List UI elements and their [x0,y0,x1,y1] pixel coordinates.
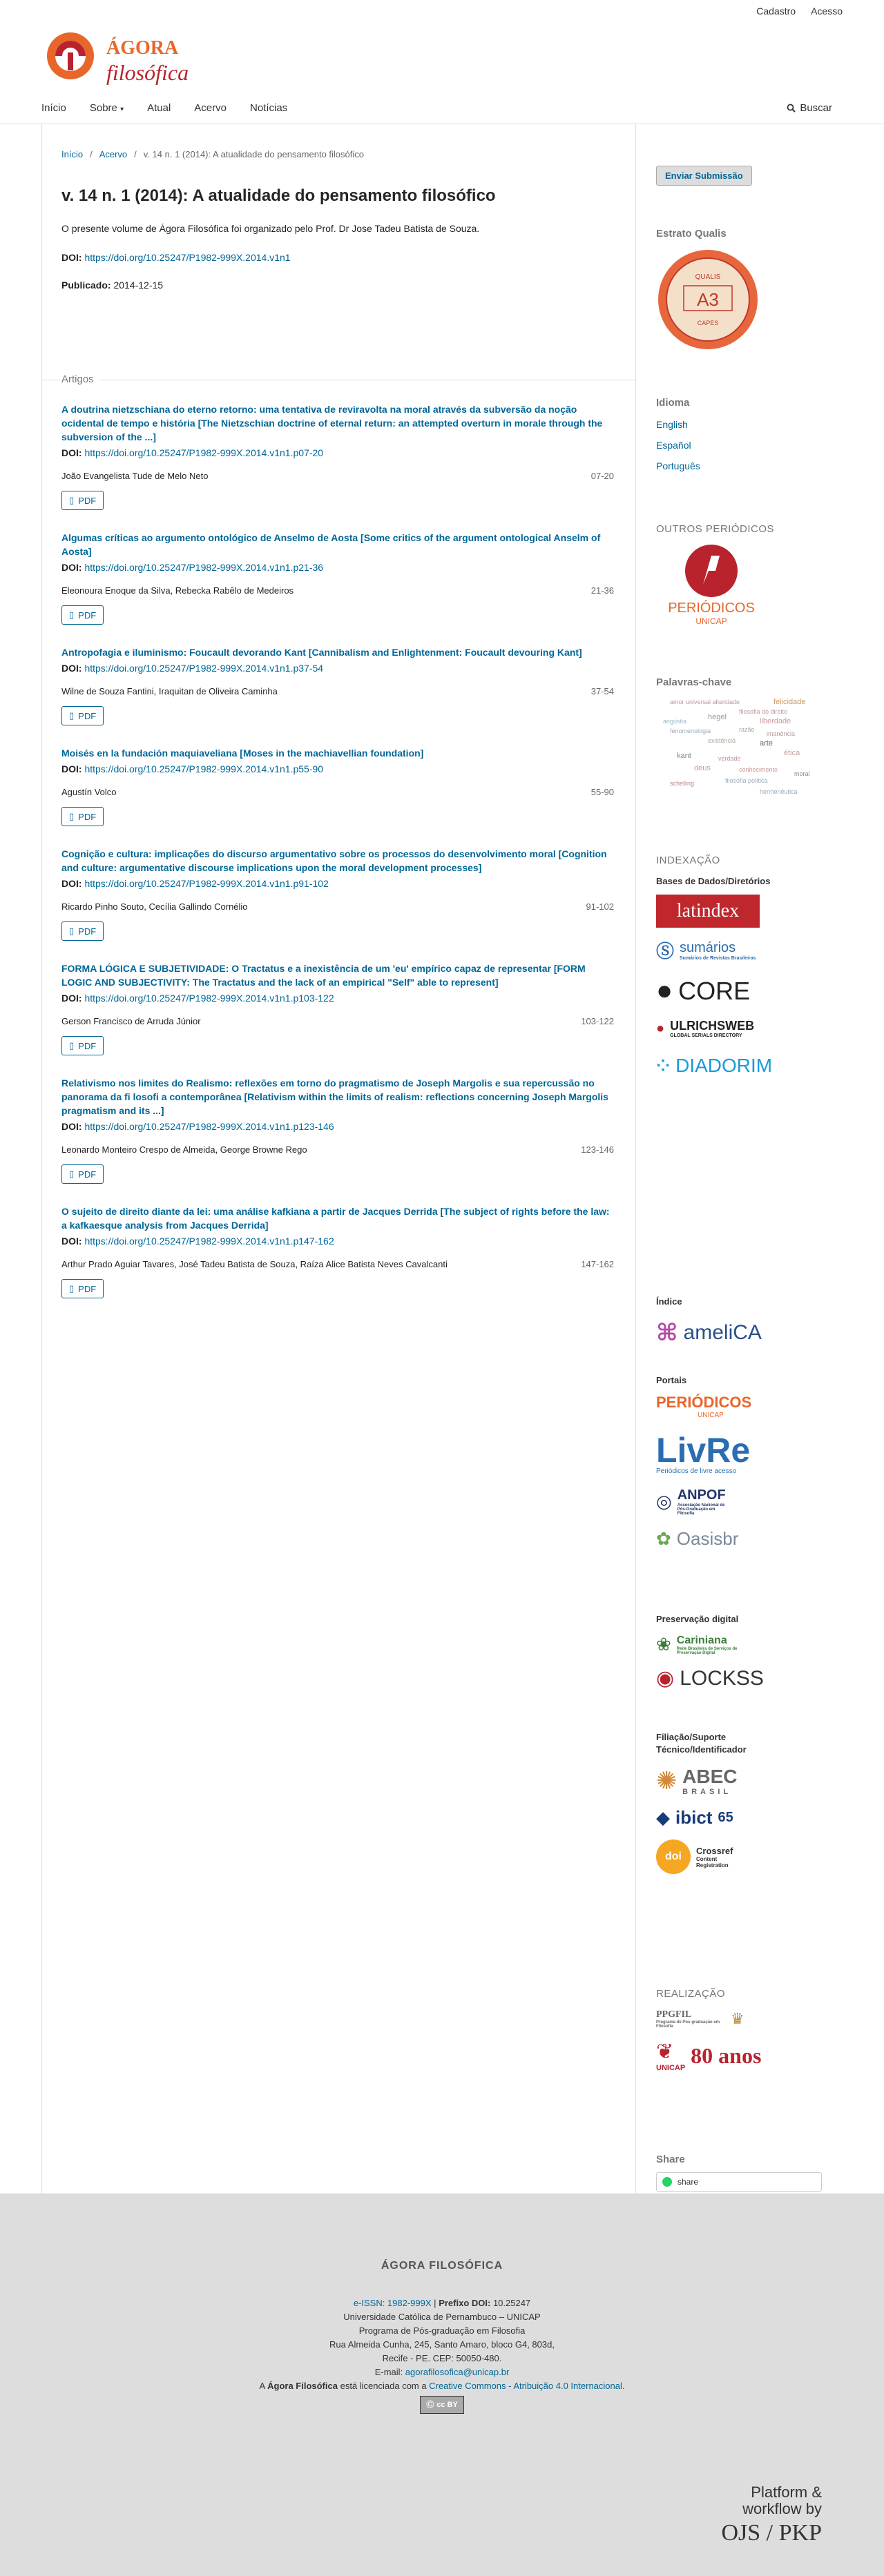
doi-prefix: 10.25247 [492,2298,531,2308]
article-meta [61,686,614,696]
license-journal: Ágora Filosófica [267,2381,338,2391]
file-pdf-icon: ▯ [69,609,75,620]
article-authors: Gerson Francisco de Arruda Júnior [61,1016,201,1026]
logo-text-top: ÁGORA [106,37,179,59]
indexing-title: INDEXAÇÃO [656,855,720,866]
amelica-icon: ⌘ [656,1320,678,1346]
article-doi [61,560,614,574]
pdf-label: PDF [78,1283,97,1294]
oasisbr-logo[interactable] [656,1528,849,1550]
nav-home[interactable]: Início [41,102,66,114]
article-meta [61,787,614,797]
keyword[interactable]: conhecimento [739,766,778,773]
diadorim-icon: ⁘ [656,1056,671,1075]
section-title: Artigos [61,373,99,385]
indexing-block [656,855,849,1077]
keyword[interactable]: imanência [767,730,796,737]
submit-block [656,166,849,186]
portals-block [656,1375,849,1550]
article-authors: Agustín Volco [61,787,117,797]
search-link[interactable] [787,102,832,114]
livre-small: Periódicos de livre acesso [656,1467,737,1475]
other-journals-block [656,523,849,626]
doi-label: DOI: [61,663,82,674]
article-item [61,1204,614,1298]
site-header [0,0,884,124]
sumarios-small: Sumários de Revistas Brasileiras [680,955,756,961]
language-title: Idioma [656,397,690,409]
article-doi [61,991,614,1005]
article-item [61,402,614,510]
sumarios-icon: Ⓢ [656,941,675,962]
article-title-link[interactable]: Moisés en la fundación maquiaveliana [Moses in the machiavellian foundation] [61,748,424,759]
periodicos-text: PERIÓDICOS [668,601,755,616]
whatsapp-icon [662,2177,672,2187]
anpof-small: Associação Nacional de Pós-Graduação em Filosofia [677,1503,725,1516]
email-link[interactable]: agorafilosofica@unicap.br [405,2367,510,2377]
share-label: share [678,2177,699,2187]
published-date: 2014-12-15 [113,280,164,291]
file-pdf-icon: ▯ [69,1283,75,1294]
pdf-button[interactable] [61,807,104,826]
anpof-logo[interactable] [656,1487,849,1516]
keywords-block [656,676,849,801]
qualis-bottom-text: CAPES [697,320,719,326]
keyword[interactable]: existência [708,737,736,744]
pdf-button[interactable] [61,605,104,625]
share-title: Share [656,2154,685,2165]
doi-label: DOI: [61,993,82,1004]
footer-city: Recife - PE. CEP: 50050-480. [382,2353,502,2363]
lockss-text: LOCKSS [680,1666,764,1690]
login-link[interactable]: Acesso [811,6,843,17]
doi-icon: doi [656,1840,691,1874]
cariniana-text: Cariniana [676,1634,727,1646]
crossref-text: Crossref [696,1845,733,1856]
article-pages: 103-122 [581,1016,614,1026]
article-title-link[interactable]: Cognição e cultura: implicações do discurso argumentativo sobre os processos do desenvolvimento moral [Cognition and culture: argumentative discourse implications upon the moral development processes] [61,848,607,873]
periodicos-circle-icon [684,543,739,598]
lockss-icon: ◉ [656,1667,675,1690]
file-pdf-icon: ▯ [69,1040,75,1051]
keyword[interactable]: arte [760,739,773,748]
keyword[interactable]: kant [677,752,691,760]
affiliation-title: Filiação/Suporte Técnico/Identificador [656,1732,747,1755]
indice-block [656,1296,849,1347]
keyword[interactable]: filosofia política [725,777,768,784]
pkp-line2: workflow by [742,2500,822,2517]
page-title: v. 14 n. 1 (2014): A atualidade do pensamento filosófico [61,186,496,205]
portal-periodicos-text: PERIÓDICOS [656,1394,752,1411]
livre-logo[interactable] [656,1433,767,1475]
journal-logo[interactable] [43,25,222,94]
keyword[interactable]: deus [694,764,711,772]
file-pdf-icon: ▯ [69,811,75,821]
ulrichs-icon: ● [656,1020,665,1036]
crossref-small: Content Registration [696,1855,729,1868]
periodicos-sub: UNICAP [695,616,727,626]
ppgfil-icon: ♛ [731,2010,744,2027]
portals-title: Portais [656,1375,687,1385]
ppgfil-small: Programa de Pós-graduação em Filosofia [656,2020,720,2029]
cc-icon: Ⓒ [426,2401,434,2409]
latindex-text: latindex [676,900,740,921]
abec-icon: ✺ [656,1766,678,1795]
breadcrumb [61,149,364,159]
article-title-link[interactable]: Algumas críticas ao argumento ontológico de Anselmo de Aosta [Some critics of the argument ontological Anselm of Aosta] [61,532,601,557]
pdf-label: PDF [78,811,97,822]
footer-program: Programa de Pós-graduação em Filosofia [358,2325,526,2336]
core-logo[interactable] [656,975,849,1006]
article-doi-link[interactable]: https://doi.org/10.25247/P1982-999X.2014.v1n1.p55-90 [84,763,324,774]
qualis-title: Estrato Qualis [656,228,727,240]
pkp-badge[interactable] [721,2484,822,2546]
article-pages: 91-102 [586,901,614,912]
doi-prefix-label: Prefixo DOI: [439,2298,491,2308]
keyword[interactable]: filosofia do direito [739,708,788,715]
keyword[interactable]: hegel [708,713,727,721]
abec-small: BRASIL [682,1788,732,1796]
lockss-logo[interactable] [656,1666,849,1690]
language-spanish[interactable]: Español [656,440,691,451]
portal-periodicos-sub: UNICAP [698,1412,724,1419]
indice-title: Índice [656,1296,682,1307]
doi-label: DOI: [61,1121,82,1132]
pdf-button[interactable] [61,706,104,725]
apple-icon: ● [656,975,673,1006]
abec-logo[interactable] [656,1766,849,1796]
cariniana-logo[interactable] [656,1634,849,1655]
unicap-80-small: 80 anos [691,2043,762,2068]
license-mid: está licenciada com a [340,2381,427,2391]
article-title-link[interactable]: Antropofagia e iluminismo: Foucault devorando Kant [Cannibalism and Enlightenment: Foucault devouring Kant] [61,647,582,658]
article-authors: Eleonoura Enoque da Silva, Rebecka Rabêlo de Medeiros [61,585,294,596]
cc-badge-text: cc BY [436,2401,458,2409]
language-block [656,397,849,476]
site-footer [0,2194,884,2576]
qualis-badge [656,248,760,351]
pkp-line1: Platform & [751,2484,822,2501]
qualis-block [656,228,849,353]
ulrichs-small: GLOBAL SERIALS DIRECTORY [670,1033,742,1038]
article-meta [61,1144,614,1155]
amelica-text: ameliCA [683,1321,762,1344]
ppgfil-logo[interactable] [656,2009,849,2029]
preservation-block [656,1614,849,1690]
article-authors: Ricardo Pinho Souto, Cecília Gallindo Cornélio [61,901,248,912]
pdf-button[interactable] [61,491,104,510]
cc-badge[interactable] [420,2396,464,2414]
article-pages: 07-20 [590,471,614,481]
article-item [61,847,614,941]
pkp-line3: OJS / PKP [721,2520,822,2546]
footer-issn-line [0,2296,884,2310]
ibict-logo[interactable] [656,1807,849,1828]
footer-email-line [0,2365,884,2379]
livre-text: LivRe [656,1431,751,1470]
article-item [61,1076,614,1184]
realizacao-title: REALIZAÇÃO [656,1988,726,2000]
article-title-link[interactable]: A doutrina nietzschiana do eterno retorno: uma tentativa de reviravolta na moral através da subversão da noção ocidental de tempo e história [The Nietzschian doctrine of eternal return: an attempted overturn in morale through the subversion of the ...] [61,404,603,442]
article-doi-link[interactable]: https://doi.org/10.25247/P1982-999X.2014.v1n1.p37-54 [84,663,324,674]
article-authors: Leonardo Monteiro Crespo de Almeida, George Browne Rego [61,1144,307,1155]
doi-label: DOI: [61,447,82,458]
amelica-logo[interactable] [656,1319,849,1347]
doi-label: DOI: [61,1236,82,1247]
article-authors: Arthur Prado Aguiar Tavares, José Tadeu Batista de Souza, Raíza Alice Batista Neves Cavalcanti [61,1259,448,1269]
article-pages: 55-90 [590,787,614,797]
oasis-icon: ✿ [656,1528,671,1549]
pdf-label: PDF [78,710,97,721]
keyword[interactable]: amor universal alteridade [670,699,740,705]
keyword[interactable]: moral [794,770,810,777]
breadcrumb-separator: / [134,149,137,159]
keywords-title: Palavras-chave [656,676,732,688]
footer-university: Universidade Católica de Pernambuco – UNICAP [343,2312,541,2322]
unicap-logo[interactable] [656,2040,849,2072]
article-item [61,531,614,625]
sumarios-logo[interactable] [656,937,849,963]
unicap-icon: ❦ [656,2040,674,2063]
preservation-title: Preservação digital [656,1614,739,1624]
license-prefix: A [259,2381,265,2391]
language-portuguese[interactable]: Português [656,460,700,471]
article-doi-link[interactable]: https://doi.org/10.25247/P1982-999X.2014.v1n1.p07-20 [84,447,324,458]
pdf-label: PDF [78,609,97,621]
article-title-link[interactable]: Relativismo nos limites do Realismo: reflexões em torno do pragmatismo de Joseph Margolis e sua repercussão no panorama da fi losofi a contemporânea [Relativism within the limits of realism: reflections concerning Joseph Margolis pragmatism and its ...] [61,1077,608,1116]
qualis-top-text: QUALIS [695,273,721,281]
logo-text-bottom: filosófica [106,60,189,85]
issue-description: O presente volume de Ágora Filosófica foi organizado pelo Prof. Dr Jose Tadeu Batista de Souza. [61,223,480,234]
unicap-text: UNICAP [656,2064,686,2072]
article-item [61,962,614,1055]
cariniana-icon: ❀ [656,1634,671,1655]
realizacao-block [656,1988,849,2072]
pdf-button[interactable] [61,921,104,941]
issue-doi-link[interactable]: https://doi.org/10.25247/P1982-999X.2014.v1n1 [84,252,291,263]
file-pdf-icon: ▯ [69,926,75,936]
issn-link[interactable]: e-ISSN: 1982-999X [353,2298,432,2308]
article-pages: 37-54 [590,686,614,696]
article-doi [61,446,614,460]
indexing-subtitle: Bases de Dados/Diretórios [656,876,771,886]
article-doi-link[interactable]: https://doi.org/10.25247/P1982-999X.2014.v1n1.p123-146 [84,1121,334,1132]
issue-published [61,280,163,291]
keyword[interactable]: hermenêutica [760,788,798,795]
doi-label: DOI: [61,878,82,889]
article-item [61,645,614,725]
article-doi-link[interactable]: https://doi.org/10.25247/P1982-999X.2014.v1n1.p91-102 [84,878,329,889]
breadcrumb-separator: / [90,149,93,159]
article-doi [61,1120,614,1133]
doi-label: DOI: [61,252,82,263]
pdf-button[interactable] [61,1279,104,1298]
user-nav [756,6,843,17]
footer-info [0,2296,884,2414]
article-meta [61,1259,614,1269]
article-doi-link[interactable]: https://doi.org/10.25247/P1982-999X.2014.v1n1.p21-36 [84,562,324,573]
primary-nav [41,102,287,114]
latindex-logo[interactable] [656,895,760,928]
ibict-small: 65 [718,1810,733,1825]
article-doi [61,1234,614,1248]
published-label: Publicado: [61,280,111,291]
pdf-label: PDF [78,1040,97,1051]
breadcrumb-current: v. 14 n. 1 (2014): A atualidade do pensamento filosófico [143,149,364,159]
article-doi [61,762,614,776]
register-link[interactable]: Cadastro [756,6,796,17]
keyword[interactable]: liberdade [760,717,791,725]
file-pdf-icon: ▯ [69,710,75,721]
article-doi-link[interactable]: https://doi.org/10.25247/P1982-999X.2014.v1n1.p147-162 [84,1236,334,1247]
submit-button[interactable]: Enviar Submissão [656,166,752,186]
breadcrumb-home[interactable]: Início [61,149,84,159]
article-doi-link[interactable]: https://doi.org/10.25247/P1982-999X.2014.v1n1.p103-122 [84,993,334,1004]
diadorim-logo[interactable] [656,1055,849,1077]
keyword[interactable]: verdade [718,755,741,762]
article-list [61,402,614,1319]
footer-license-line [0,2379,884,2393]
keyword[interactable]: angústia [663,718,687,725]
email-label: E-mail: [374,2367,403,2377]
article-doi [61,877,614,890]
other-journals-title: OUTROS PERIÓDICOS [656,523,775,535]
doi-label: DOI: [61,562,82,573]
abec-text: ABEC [682,1766,738,1787]
ulrichs-text: ULRICHSWEB [670,1019,755,1033]
periodicos-portal-logo[interactable] [656,1394,760,1419]
article-pages: 123-146 [581,1144,614,1155]
keyword[interactable]: fenomenologia [670,728,711,734]
sumarios-text: sumários [680,939,736,955]
nav-archive[interactable]: Acervo [194,102,227,114]
issue-doi [61,252,291,263]
article-pages: 147-162 [581,1259,614,1269]
qualis-grade: A3 [697,289,719,310]
file-pdf-icon: ▯ [69,495,75,505]
article-title-link[interactable]: O sujeito de direito diante da lei: uma análise kafkiana a partir de Jacques Derrida [The subject of rights before the law: a kafkaesque analysis from Jacques Derrida] [61,1206,610,1231]
periodicos-logo[interactable] [656,543,767,626]
ulrichsweb-logo[interactable] [656,1019,849,1038]
anpof-icon: ◎ [656,1491,672,1512]
ppgfil-text: PPGFIL [656,2009,692,2020]
cariniana-small: Rede Brasileira de Serviços de Preservação Digital [676,1646,738,1655]
breadcrumb-archive[interactable]: Acervo [99,149,128,159]
article-meta [61,1016,614,1026]
article-authors: Wilne de Souza Fantini, Iraquitan de Oliveira Caminha [61,686,278,696]
search-icon [787,104,796,113]
nav-about[interactable] [90,102,124,114]
article-doi [61,661,614,675]
pdf-button[interactable] [61,1036,104,1055]
pdf-label: PDF [78,495,97,506]
article-meta [61,471,614,481]
main-content [41,124,636,2194]
article-meta [61,901,614,912]
ibict-text: ibict [675,1807,713,1828]
share-whatsapp-button[interactable] [656,2172,822,2192]
doi-label: DOI: [61,763,82,774]
footer-address: Rua Almeida Cunha, 245, Santo Amaro, bloco G4, 803d, [329,2339,555,2350]
footer-separator: | [434,2298,436,2308]
license-link[interactable]: Creative Commons - Atribuição 4.0 Internacional. [429,2381,625,2391]
pdf-label: PDF [78,926,97,937]
core-text: CORE [678,976,751,1005]
anpof-text: ANPOF [677,1487,726,1503]
article-pages: 21-36 [590,585,614,596]
page-body [0,124,884,2194]
pdf-button[interactable] [61,1164,104,1184]
nav-news[interactable]: Notícias [249,102,288,114]
keyword-cloud [656,698,822,801]
nav-about-label: Sobre [89,102,117,114]
article-authors: João Evangelista Tude de Melo Neto [61,471,209,481]
language-english[interactable]: English [656,419,688,430]
keyword[interactable]: felicidade [774,698,806,706]
search-label: Buscar [800,102,832,114]
nav-current[interactable]: Atual [147,102,171,114]
keyword[interactable]: schelling [670,780,695,787]
pdf-label: PDF [78,1169,97,1180]
article-title-link[interactable]: FORMA LÓGICA E SUBJETIVIDADE: O Tractatus e a inexistência de um 'eu' empírico capaz de representar [FORM LOGIC AND SUBJECTIVITY: The Tractatus and the lack of an empirical "Self" able to represent] [61,963,586,988]
diadorim-text: DIADORIM [675,1055,773,1076]
keyword[interactable]: razão [739,726,755,733]
oasisbr-text: Oasisbr [676,1528,739,1549]
footer-title: ÁGORA FILOSÓFICA [381,2260,503,2272]
chevron-down-icon: ▾ [120,106,124,113]
affiliation-block [656,1731,849,1874]
article-item [61,746,614,826]
file-pdf-icon: ▯ [69,1169,75,1179]
keyword[interactable]: ética [784,749,800,757]
article-meta [61,585,614,596]
ibict-icon: ◆ [656,1807,670,1828]
crossref-logo[interactable] [656,1840,849,1874]
